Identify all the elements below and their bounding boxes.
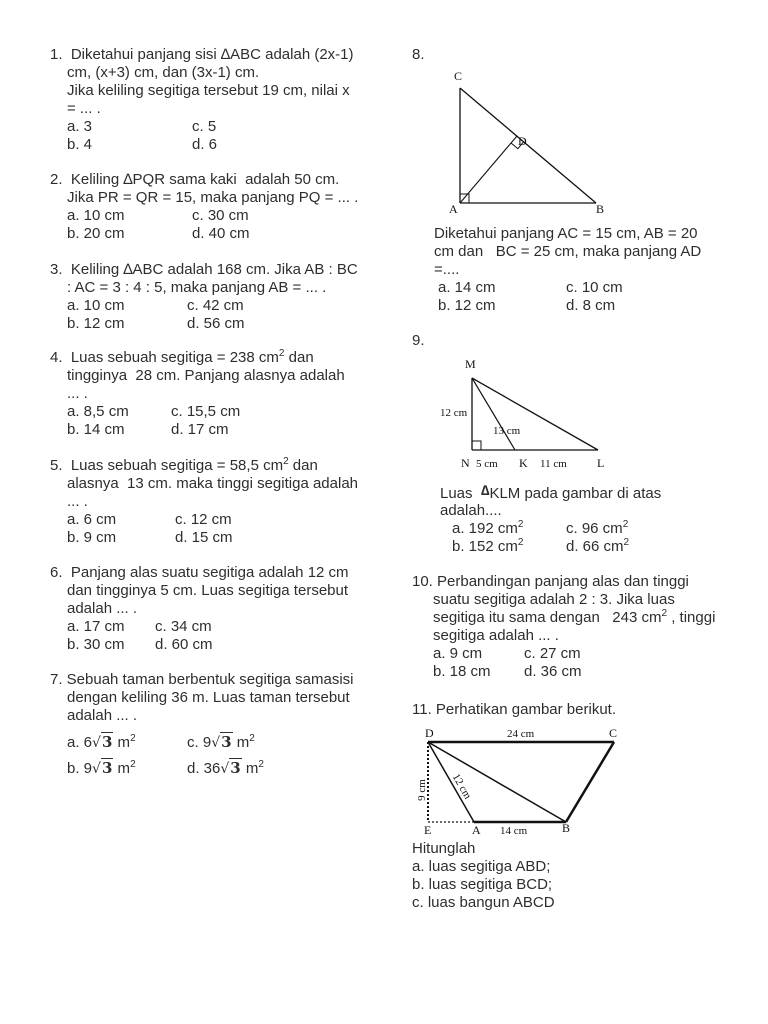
superscript: 2 (130, 733, 136, 744)
option-b (67, 755, 136, 782)
length-label-mn: 12 cm (440, 407, 468, 419)
question-text-line (440, 484, 661, 502)
option-a: a. 17 cm (67, 618, 125, 635)
option-a: a. 10 cm (67, 297, 125, 314)
side-mk (472, 378, 515, 450)
option-d: d. 40 cm (192, 225, 250, 242)
side-bc (460, 88, 596, 203)
options-row (50, 118, 354, 136)
superscript: 2 (623, 537, 630, 548)
superscript: 2 (661, 608, 668, 619)
text-segment: c. 9 (187, 734, 212, 751)
text-segment: KLM pada gambar di atas (489, 485, 662, 502)
text-segment: d. 36 (187, 760, 221, 777)
options-row (50, 315, 358, 333)
options-row (434, 297, 701, 315)
side-cb (566, 742, 614, 822)
radicand: 3 (230, 759, 241, 777)
question-text-line: dengan keliling 36 m. Luas taman tersebut (67, 689, 350, 706)
length-label-da: 12 cm (449, 771, 474, 802)
question-text-line (50, 457, 358, 475)
option-c (187, 729, 255, 756)
option-d: d. 60 cm (155, 636, 213, 653)
text-segment: Luas (440, 485, 481, 502)
length-label-mk: 13 cm (493, 425, 521, 437)
question-text-line (50, 349, 345, 367)
option-c (566, 520, 628, 538)
question-text-line: 3. Keliling ∆ABC adalah 168 cm. Jika AB : BC (50, 261, 358, 278)
text-segment: d. 66 cm (566, 538, 624, 555)
question-text-line: Jika PR = QR = 15, maka panjang PQ = ... . (67, 189, 359, 206)
question-text-line: 10. Perbandingan panjang alas dan tinggi (412, 573, 689, 590)
question-text-line: adalah ... . (67, 707, 138, 724)
question-text-line: tingginya 28 cm. Panjang alasnya adalah (67, 367, 345, 384)
options-row (440, 538, 661, 556)
superscript: 2 (278, 348, 285, 359)
side-ml (472, 378, 598, 450)
text-segment: a. 192 cm (452, 520, 518, 537)
option-a: a. 10 cm (67, 207, 125, 224)
vertex-label-d: D (425, 726, 434, 740)
option-c: c. 5 (192, 118, 217, 135)
option-a: a. 6 cm (67, 511, 117, 528)
vertex-label-n: N (461, 456, 470, 470)
diagonal-db (428, 742, 566, 822)
length-label-dc: 24 cm (507, 728, 535, 740)
question-text-line: : AC = 3 : 4 : 5, maka panjang AB = ... . (67, 279, 327, 296)
option-b: b. 30 cm (67, 636, 125, 653)
vertex-label-a: A (472, 823, 481, 837)
option-d: d. 15 cm (175, 529, 233, 546)
superscript: 2 (258, 759, 264, 770)
question-text-line: Jika keliling segitiga tersebut 19 cm, nilai x (67, 82, 350, 99)
option-c: c. 34 cm (155, 618, 212, 635)
option-c: c. 30 cm (192, 207, 249, 224)
question-5 (50, 457, 358, 547)
question-text-line: suatu segitiga adalah 2 : 3. Jika luas (433, 591, 675, 608)
vertex-label-m: M (465, 357, 476, 371)
option-d: d. 56 cm (187, 315, 245, 332)
task-item: c. luas bangun ABCD (412, 894, 555, 911)
question-text-line (412, 609, 715, 627)
superscript: 2 (517, 537, 524, 548)
vertex-label-k: K (519, 456, 528, 470)
question-number: 9. (412, 332, 425, 349)
vertex-label-a: A (449, 202, 458, 216)
unit: m (241, 760, 259, 777)
question-8-number (412, 46, 425, 64)
option-b: b. 18 cm (433, 663, 491, 680)
question-text-line: 6. Panjang alas suatu segitiga adalah 12 cm (50, 564, 349, 581)
question-11-tasks (412, 840, 555, 912)
options-row (50, 529, 358, 547)
radical-sign: √ (220, 761, 230, 777)
task-item: b. luas segitiga BCD; (412, 876, 553, 893)
radicand: 3 (101, 733, 113, 751)
option-d (187, 755, 264, 782)
trapezoid-abcd-figure (410, 722, 625, 840)
options-row (50, 225, 358, 243)
option-a (67, 729, 136, 756)
text-segment: 5. Luas sebuah segitiga = 58,5 cm (50, 457, 284, 474)
triangle-klm-figure (436, 352, 611, 474)
question-text-line: dan tingginya 5 cm. Luas segitiga tersebut (67, 582, 349, 599)
question-text-line: ... . (67, 493, 88, 510)
radical-sign: √ (92, 761, 101, 777)
question-4 (50, 349, 345, 439)
option-d (566, 538, 629, 556)
options-row (440, 520, 661, 538)
question-7 (50, 671, 354, 725)
text-segment: c. 96 cm (566, 520, 623, 537)
question-2 (50, 171, 358, 243)
question-10 (412, 573, 715, 681)
superscript: 2 (517, 519, 524, 530)
superscript: 2 (130, 759, 136, 770)
question-text-line: adalah.... (440, 502, 502, 519)
option-b (452, 538, 523, 556)
question-text-line: segitiga adalah ... . (433, 627, 559, 644)
text-segment: b. 9 (67, 760, 93, 777)
unit: m (113, 734, 131, 751)
text-segment: a. 6 (67, 734, 93, 751)
option-c: c. 12 cm (175, 511, 232, 528)
side-da (428, 742, 474, 822)
options-row (412, 663, 715, 681)
option-c: c. 42 cm (187, 297, 244, 314)
vertex-label-b: B (596, 202, 605, 216)
options-row (50, 755, 264, 781)
unit: m (232, 734, 250, 751)
unit: m (113, 760, 131, 777)
option-a: a. 14 cm (438, 279, 496, 296)
options-row (50, 136, 354, 154)
option-a: a. 9 cm (433, 645, 483, 662)
question-11 (412, 701, 616, 719)
option-d: d. 36 cm (524, 663, 582, 680)
superscript: 2 (622, 519, 629, 530)
options-row (50, 297, 358, 315)
question-text-line: Diketahui panjang AC = 15 cm, AB = 20 (434, 225, 698, 242)
text-segment: dan (284, 349, 314, 366)
option-a (452, 520, 523, 538)
option-b: b. 20 cm (67, 225, 125, 242)
question-8 (434, 225, 701, 315)
option-c: c. 10 cm (566, 279, 623, 296)
radicand: 3 (101, 759, 113, 777)
task-heading: Hitunglah (412, 840, 476, 857)
length-label-kl: 11 cm (540, 458, 567, 470)
option-d: d. 8 cm (566, 297, 616, 314)
option-b: b. 12 cm (67, 315, 125, 332)
options-row (50, 729, 255, 755)
question-text-line: =.... (434, 261, 460, 278)
question-text-line: ... . (67, 385, 88, 402)
superscript: 2 (283, 456, 289, 467)
option-c: c. 15,5 cm (171, 403, 241, 420)
question-text-line: cm dan BC = 25 cm, maka panjang AD (434, 243, 702, 260)
question-3 (50, 261, 358, 333)
radical-sign: √ (211, 735, 221, 751)
options-row (50, 636, 349, 654)
options-row (50, 207, 358, 225)
question-text-line: 2. Keliling ∆PQR sama kaki adalah 50 cm. (50, 171, 340, 188)
options-row (412, 645, 715, 663)
right-angle-mark-n (472, 441, 481, 450)
triangle-symbol: ∆ (480, 482, 490, 498)
question-1 (50, 46, 354, 154)
text-segment: b. 152 cm (452, 538, 518, 555)
option-b: b. 14 cm (67, 421, 125, 438)
question-number: 8. (412, 46, 425, 63)
options-row (50, 421, 345, 439)
radicand: 3 (221, 733, 232, 751)
options-row (50, 618, 349, 636)
altitude-ad (460, 136, 517, 203)
options-row (50, 403, 345, 421)
question-6 (50, 564, 349, 654)
task-item: a. luas segitiga ABD; (412, 858, 551, 875)
option-b: b. 12 cm (438, 297, 496, 314)
vertex-label-l: L (597, 456, 605, 470)
text-segment: , tinggi (667, 609, 716, 626)
vertex-label-c: C (609, 726, 618, 740)
question-text-line: 1. Diketahui panjang sisi ∆ABC adalah (2x-1) (50, 46, 354, 63)
vertex-label-b: B (562, 821, 571, 835)
text-segment: 4. Luas sebuah segitiga = 238 cm (50, 349, 279, 366)
vertex-label-d: D (518, 134, 527, 148)
options-row (50, 511, 358, 529)
superscript: 2 (249, 733, 255, 744)
option-b: b. 9 cm (67, 529, 117, 546)
question-text-line: 11. Perhatikan gambar berikut. (412, 701, 617, 718)
option-b: b. 4 (67, 136, 93, 153)
question-9 (440, 484, 661, 556)
option-c: c. 27 cm (524, 645, 581, 662)
question-text-line: adalah ... . (67, 600, 138, 617)
length-label-ab: 14 cm (500, 825, 528, 837)
options-row (434, 279, 701, 297)
question-text-line: cm, (x+3) cm, dan (3x-1) cm. (67, 64, 260, 81)
option-a: a. 3 (67, 118, 93, 135)
question-text-line: alasnya 13 cm. maka tinggi segitiga adalah (67, 475, 359, 492)
option-d: d. 17 cm (171, 421, 229, 438)
question-9-number (412, 332, 425, 350)
question-text-line: 7. Sebuah taman berbentuk segitiga samasisi (50, 671, 354, 688)
vertex-label-e: E (424, 823, 432, 837)
length-label-de: 9 cm (416, 779, 428, 801)
question-7-options (50, 729, 264, 781)
text-segment: segitiga itu sama dengan 243 cm (433, 609, 662, 626)
length-label-nk: 5 cm (476, 458, 498, 470)
option-d: d. 6 (192, 136, 218, 153)
question-text-line: = ... . (67, 100, 101, 117)
option-a: a. 8,5 cm (67, 403, 129, 420)
text-segment: dan (288, 457, 318, 474)
vertex-label-c: C (454, 69, 463, 83)
radical-sign: √ (92, 735, 101, 751)
right-triangle-abc-figure (440, 62, 615, 222)
